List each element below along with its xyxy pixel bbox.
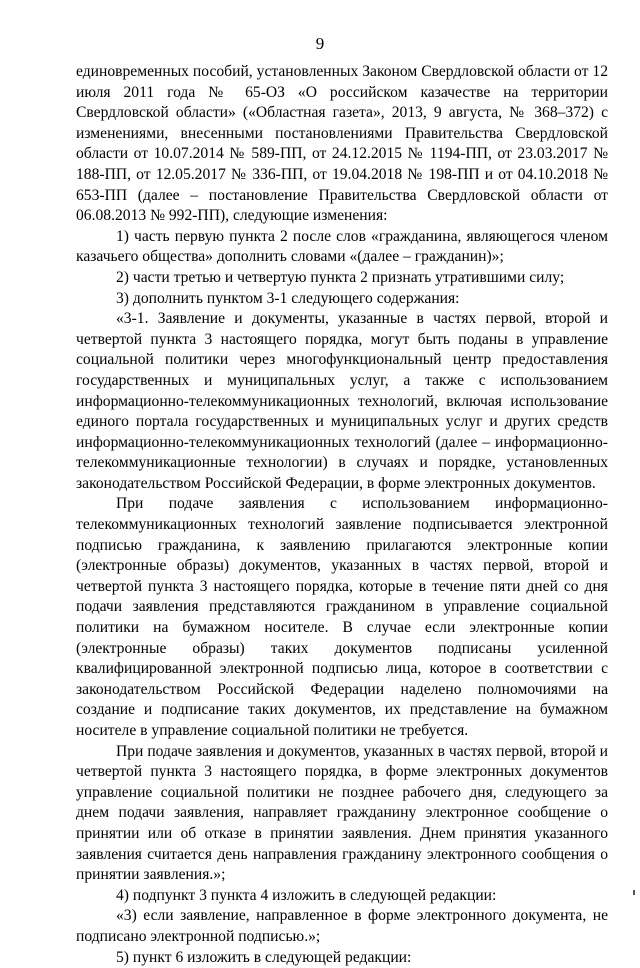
page-number: 9 xyxy=(315,34,325,53)
paragraph-continuation: единовременных пособий, установленных Законом Свердловской области от 12 июля 2011 года № 65-ОЗ «О российском казачестве на территории Свердловской области» («Областная газета», 2013, 9 августа, № 368–372) с изменениями, внесенными постановлениями Правительства Свердловской области от 10.07.2014 № 589-ПП, от 24.12.2015 № 1194-ПП, от 23.03.2017 № 188-ПП, от 12.05.2017 № 336-ПП, от 19.04.2018 № 198-ПП и от 04.10.2018 № 653-ПП (далее – постановление Правительства Свердловской области от 06.08.2013 № 992-ПП), следующие изменения: xyxy=(76,63,608,225)
paragraph-electronic-message: При подаче заявления и документов, указанных в частях первой, второй и четвертой пункта 3 настоящего порядка, в форме электронных документов управление социальной политики не позднее рабочего дня, следующего за днем подачи заявления, направляет гражданину электронное сообщение о принятии или об отказе в принятии заявления. Днем принятия указанного заявления считается день направления гражданину электронного сообщения о принятии заявления.»; xyxy=(76,742,608,884)
paragraph-item-2: 2) части третью и четвертую пункта 2 признать утратившими силу; xyxy=(116,268,565,286)
paragraph-item-3: 3) дополнить пунктом 3-1 следующего содержания: xyxy=(116,289,460,307)
document-body xyxy=(76,62,608,968)
paragraph-quote-subitem-3: «3) если заявление, направленное в форме электронного документа, не подписано электронной подписью.»; xyxy=(76,907,608,945)
paragraph-quote-3-1: «3-1. Заявление и документы, указанные в частях первой, второй и четвертой пункта 3 настоящего порядка, могут быть поданы в управление социальной политики через многофункциональный центр предоставления государственных и муниципальных услуг, а также с использованием информационно-телекоммуникационных технологий, включая использование единого портала государственных и муниципальных услуг и других средств информационно-телекоммуникационных технологий (далее – информационно-телекоммуникационные технологии) в случаях и порядке, установленных законодательством Российской Федерации, в форме электронных документов. xyxy=(76,310,608,492)
paragraph-item-1: 1) часть первую пункта 2 после слов «гражданина, являющегося членом казачьего общества» дополнить словами «(далее – гражданин)»; xyxy=(76,227,608,266)
paragraph-electronic-submission: При подаче заявления с использованием информационно-телекоммуникационных технологий заявление подписывается электронной подписью гражданина, к заявлению прилагаются электронные копии (электронные образы) документов, указанных в частях первой, второй и четвертой пункта 3 настоящего порядка, которые в течение пяти дней со дня подачи заявления представляются гражданином в управление социальной политики на бумажном носителе. В случае если электронные копии (электронные образы) таких документов подписаны усиленной квалифицированной электронной подписью лица, которое в соответствии с законодательством Российской Федерации наделено полномочиями на создание и подписание таких документов, их представление на бумажном носителе в управление социальной политики не требуется. xyxy=(76,495,608,739)
paragraph-item-4: 4) подпункт 3 пункта 4 изложить в следующей редакции: xyxy=(116,886,497,904)
margin-mark xyxy=(633,890,635,895)
paragraph-item-5: 5) пункт 6 изложить в следующей редакции: xyxy=(116,948,412,966)
